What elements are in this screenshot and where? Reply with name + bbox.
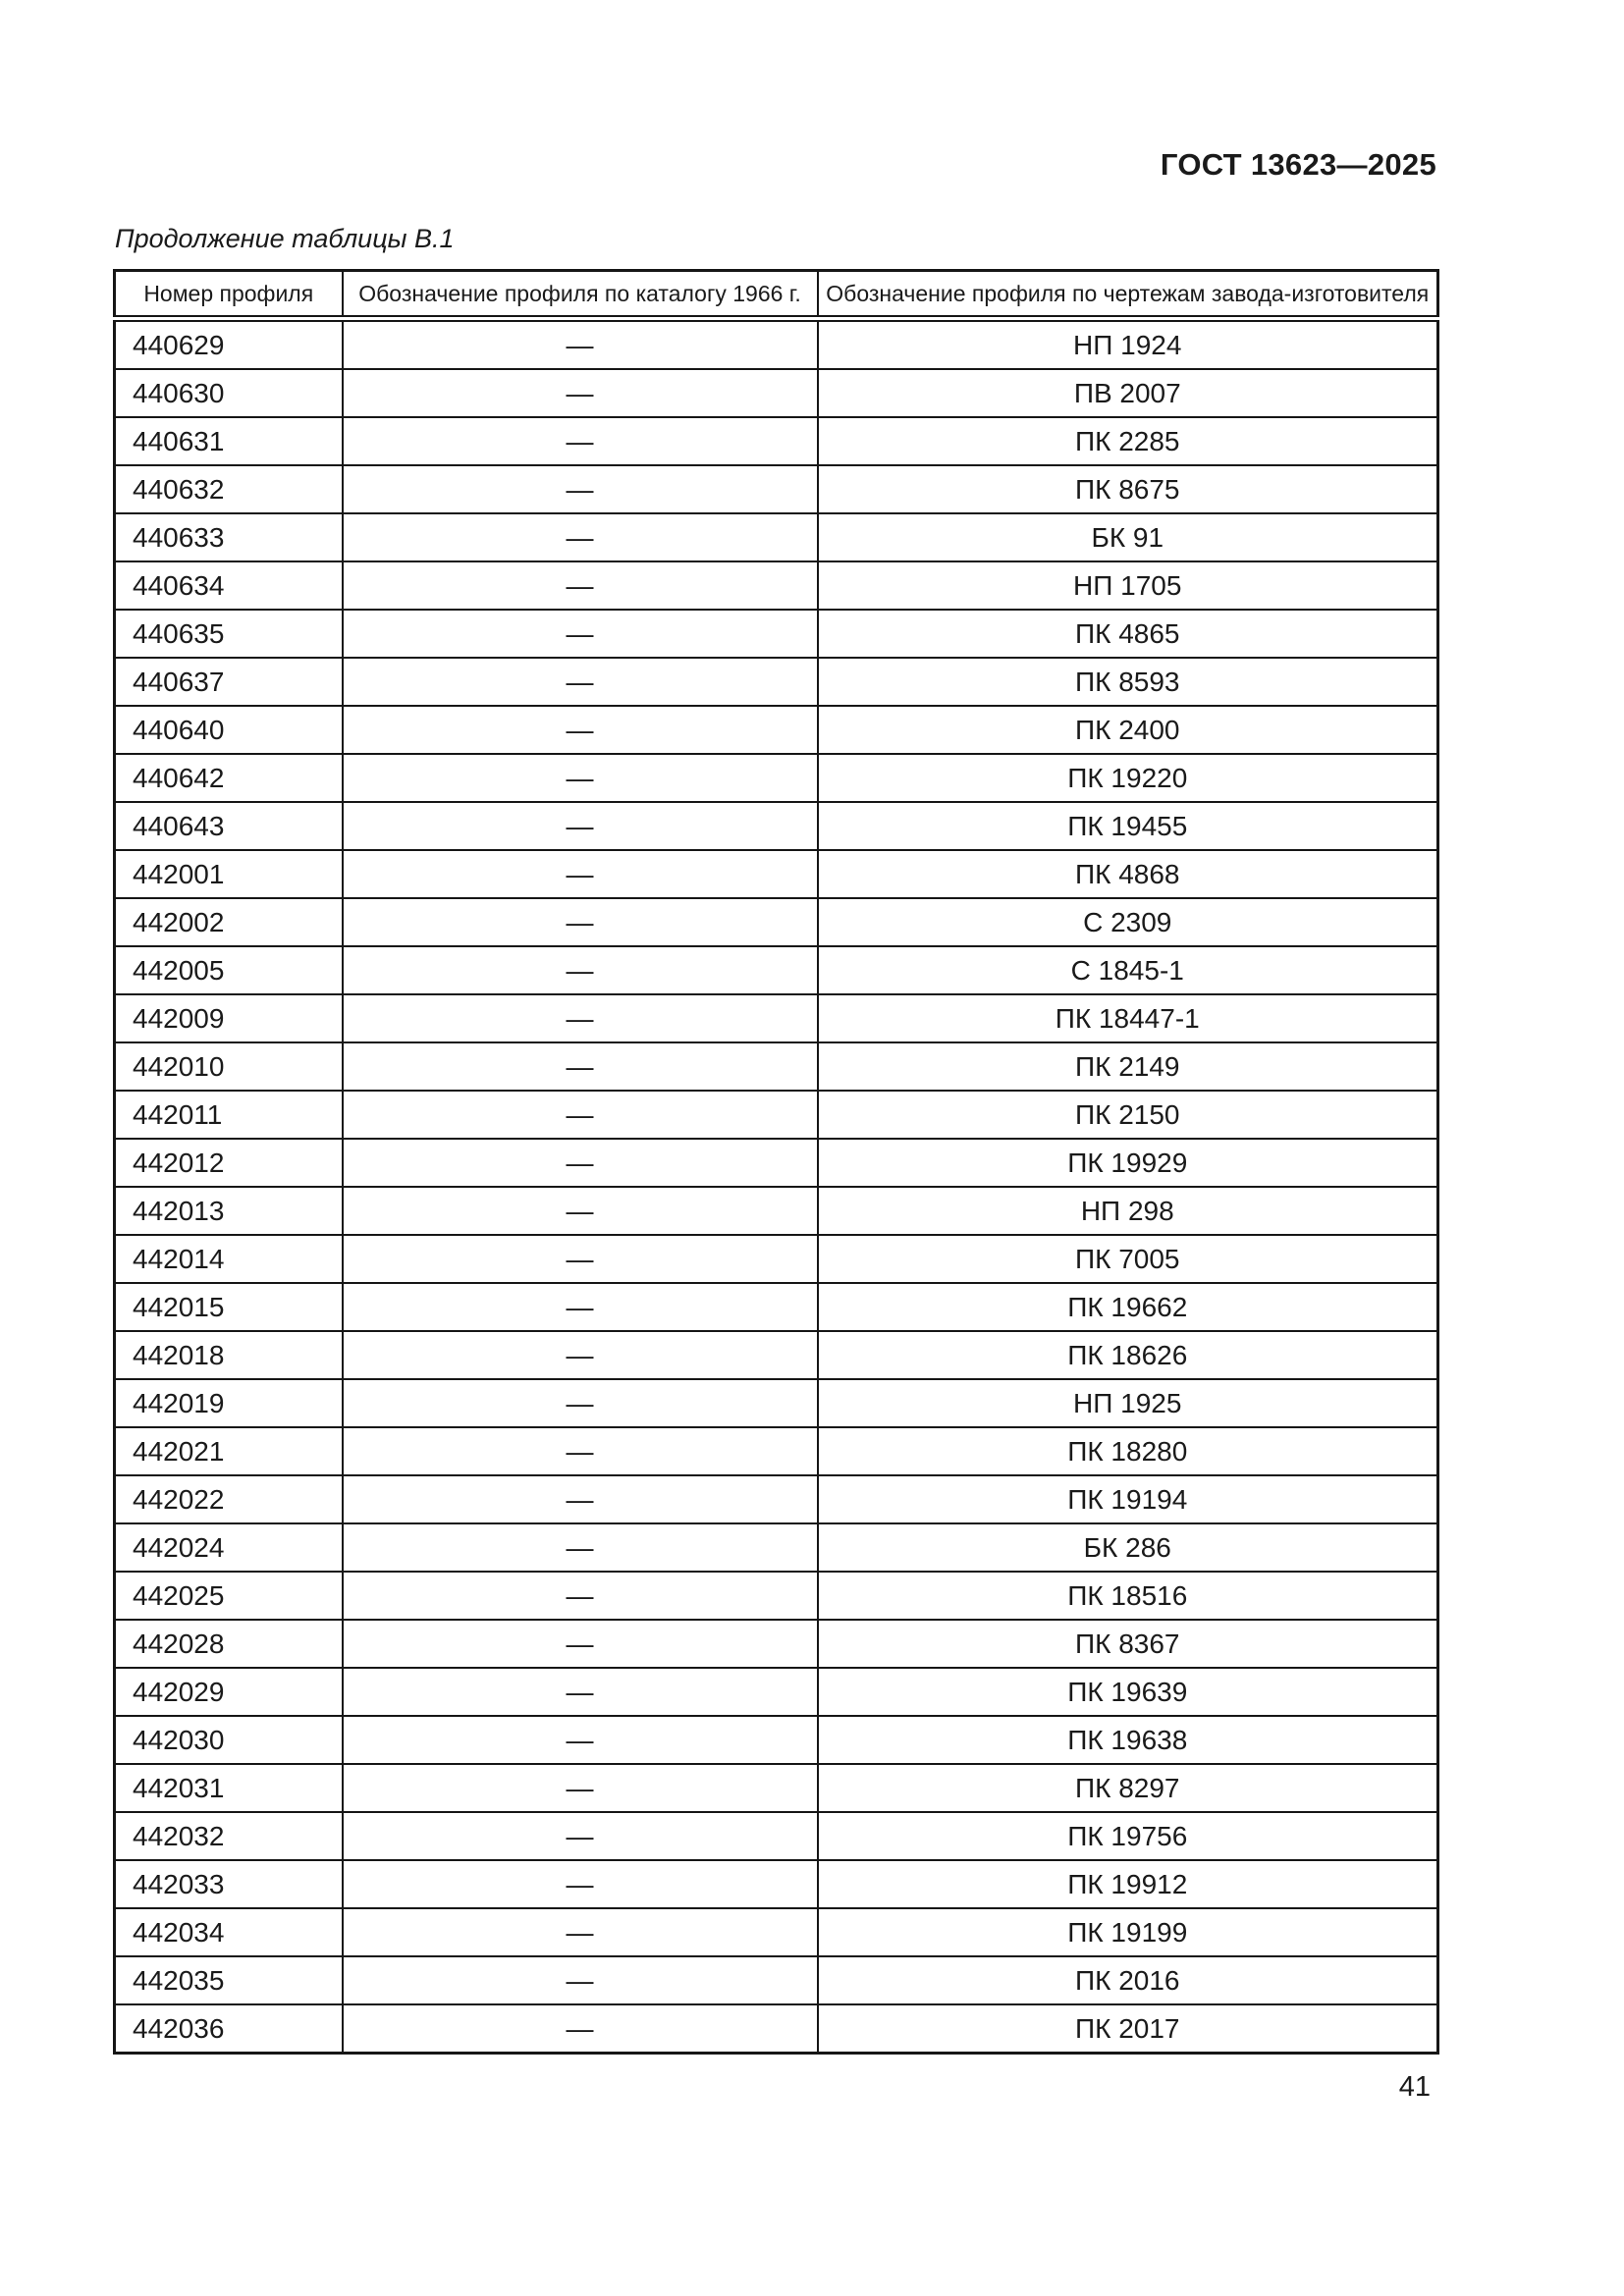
cell-catalog-1966: —: [343, 610, 818, 658]
table-row: [115, 1764, 1438, 1812]
cell-catalog-1966: —: [343, 1475, 818, 1523]
cell-factory-drawing: ПК 19199: [818, 1908, 1438, 1956]
table-row: [115, 417, 1438, 465]
cell-catalog-1966: —: [343, 946, 818, 994]
table-row: [115, 658, 1438, 706]
cell-catalog-1966: —: [343, 706, 818, 754]
cell-profile-number: 442035: [115, 1956, 343, 2004]
table-row: [115, 1235, 1438, 1283]
cell-factory-drawing: БК 286: [818, 1523, 1438, 1572]
cell-profile-number: 442021: [115, 1427, 343, 1475]
cell-catalog-1966: —: [343, 994, 818, 1042]
cell-factory-drawing: ПК 7005: [818, 1235, 1438, 1283]
cell-profile-number: 440637: [115, 658, 343, 706]
cell-profile-number: 442018: [115, 1331, 343, 1379]
table-row: [115, 802, 1438, 850]
table-row: [115, 1812, 1438, 1860]
cell-factory-drawing: ПК 2150: [818, 1091, 1438, 1139]
table-row: [115, 1331, 1438, 1379]
cell-catalog-1966: —: [343, 1235, 818, 1283]
table-row: [115, 1523, 1438, 1572]
cell-profile-number: 442022: [115, 1475, 343, 1523]
table-row: [115, 610, 1438, 658]
cell-profile-number: 442031: [115, 1764, 343, 1812]
cell-catalog-1966: —: [343, 417, 818, 465]
cell-catalog-1966: —: [343, 1668, 818, 1716]
cell-profile-number: 442028: [115, 1620, 343, 1668]
cell-factory-drawing: ПК 19662: [818, 1283, 1438, 1331]
column-header-catalog-1966: Обозначение профиля по каталогу 1966 г.: [343, 271, 818, 319]
table-row: [115, 2004, 1438, 2054]
cell-factory-drawing: ПК 19194: [818, 1475, 1438, 1523]
cell-factory-drawing: ПК 8675: [818, 465, 1438, 513]
cell-factory-drawing: ПК 4865: [818, 610, 1438, 658]
cell-factory-drawing: НП 1924: [818, 319, 1438, 370]
table-row: [115, 1956, 1438, 2004]
cell-profile-number: 442009: [115, 994, 343, 1042]
cell-profile-number: 440642: [115, 754, 343, 802]
cell-factory-drawing: С 1845-1: [818, 946, 1438, 994]
table-row: [115, 946, 1438, 994]
table-row: [115, 369, 1438, 417]
cell-catalog-1966: —: [343, 1331, 818, 1379]
table-row: [115, 1427, 1438, 1475]
cell-profile-number: 442033: [115, 1860, 343, 1908]
table-row: [115, 1379, 1438, 1427]
cell-catalog-1966: —: [343, 1427, 818, 1475]
cell-factory-drawing: ПК 19912: [818, 1860, 1438, 1908]
cell-factory-drawing: НП 1705: [818, 561, 1438, 610]
table-row: [115, 754, 1438, 802]
cell-catalog-1966: —: [343, 513, 818, 561]
cell-factory-drawing: ПК 19756: [818, 1812, 1438, 1860]
cell-profile-number: 440640: [115, 706, 343, 754]
cell-profile-number: 442034: [115, 1908, 343, 1956]
cell-catalog-1966: —: [343, 2004, 818, 2054]
cell-profile-number: 442002: [115, 898, 343, 946]
cell-profile-number: 440629: [115, 319, 343, 370]
cell-catalog-1966: —: [343, 1620, 818, 1668]
cell-profile-number: 440630: [115, 369, 343, 417]
cell-profile-number: 442001: [115, 850, 343, 898]
table-row: [115, 1283, 1438, 1331]
profiles-table-body: [115, 319, 1438, 2054]
cell-factory-drawing: ПК 19929: [818, 1139, 1438, 1187]
table-row: [115, 994, 1438, 1042]
cell-profile-number: 442011: [115, 1091, 343, 1139]
table-row: [115, 898, 1438, 946]
cell-factory-drawing: НП 298: [818, 1187, 1438, 1235]
cell-catalog-1966: —: [343, 1139, 818, 1187]
table-row: [115, 1668, 1438, 1716]
header-row: [115, 271, 1438, 319]
cell-profile-number: 442036: [115, 2004, 343, 2054]
cell-factory-drawing: С 2309: [818, 898, 1438, 946]
cell-profile-number: 442005: [115, 946, 343, 994]
cell-catalog-1966: —: [343, 898, 818, 946]
cell-catalog-1966: —: [343, 369, 818, 417]
cell-factory-drawing: ПК 2016: [818, 1956, 1438, 2004]
cell-catalog-1966: —: [343, 465, 818, 513]
cell-catalog-1966: —: [343, 754, 818, 802]
table-row: [115, 706, 1438, 754]
cell-factory-drawing: ПК 8367: [818, 1620, 1438, 1668]
cell-factory-drawing: ПК 19220: [818, 754, 1438, 802]
cell-profile-number: 440631: [115, 417, 343, 465]
doc-code-heading: ГОСТ 13623—2025: [1160, 147, 1436, 182]
cell-profile-number: 442012: [115, 1139, 343, 1187]
table-row: [115, 1139, 1438, 1187]
page-number: 41: [1398, 2071, 1431, 2103]
table-row: [115, 1620, 1438, 1668]
cell-factory-drawing: ПК 8297: [818, 1764, 1438, 1812]
cell-catalog-1966: —: [343, 1812, 818, 1860]
cell-catalog-1966: —: [343, 561, 818, 610]
cell-factory-drawing: ПК 4868: [818, 850, 1438, 898]
cell-catalog-1966: —: [343, 1091, 818, 1139]
cell-catalog-1966: —: [343, 1908, 818, 1956]
table-row: [115, 319, 1438, 370]
cell-profile-number: 442029: [115, 1668, 343, 1716]
cell-factory-drawing: ПК 2017: [818, 2004, 1438, 2054]
cell-profile-number: 442010: [115, 1042, 343, 1091]
table-row: [115, 1860, 1438, 1908]
column-header-profile-number: Номер профиля: [115, 271, 343, 319]
cell-catalog-1966: —: [343, 319, 818, 370]
cell-factory-drawing: БК 91: [818, 513, 1438, 561]
cell-catalog-1966: —: [343, 1572, 818, 1620]
cell-factory-drawing: ПК 19455: [818, 802, 1438, 850]
cell-catalog-1966: —: [343, 1716, 818, 1764]
cell-catalog-1966: —: [343, 1042, 818, 1091]
table-row: [115, 1908, 1438, 1956]
table-row: [115, 1187, 1438, 1235]
profiles-table-header: [115, 271, 1438, 319]
table-row: [115, 513, 1438, 561]
cell-profile-number: 440632: [115, 465, 343, 513]
table-row: [115, 465, 1438, 513]
cell-factory-drawing: ПК 18280: [818, 1427, 1438, 1475]
cell-catalog-1966: —: [343, 802, 818, 850]
cell-factory-drawing: ПВ 2007: [818, 369, 1438, 417]
cell-factory-drawing: ПК 2149: [818, 1042, 1438, 1091]
cell-catalog-1966: —: [343, 850, 818, 898]
cell-catalog-1966: —: [343, 1283, 818, 1331]
cell-factory-drawing: ПК 8593: [818, 658, 1438, 706]
profiles-table: [113, 269, 1439, 2055]
cell-profile-number: 442030: [115, 1716, 343, 1764]
cell-profile-number: 442032: [115, 1812, 343, 1860]
table-row: [115, 850, 1438, 898]
cell-catalog-1966: —: [343, 1956, 818, 2004]
cell-factory-drawing: ПК 18447-1: [818, 994, 1438, 1042]
cell-profile-number: 442013: [115, 1187, 343, 1235]
cell-profile-number: 440643: [115, 802, 343, 850]
cell-profile-number: 442025: [115, 1572, 343, 1620]
table-caption: Продолжение таблицы В.1: [115, 224, 455, 253]
cell-profile-number: 442024: [115, 1523, 343, 1572]
cell-factory-drawing: ПК 19638: [818, 1716, 1438, 1764]
cell-profile-number: 442015: [115, 1283, 343, 1331]
cell-profile-number: 440633: [115, 513, 343, 561]
cell-catalog-1966: —: [343, 1860, 818, 1908]
cell-catalog-1966: —: [343, 658, 818, 706]
table-row: [115, 1091, 1438, 1139]
table-row: [115, 1716, 1438, 1764]
cell-catalog-1966: —: [343, 1187, 818, 1235]
cell-factory-drawing: НП 1925: [818, 1379, 1438, 1427]
cell-factory-drawing: ПК 19639: [818, 1668, 1438, 1716]
cell-profile-number: 440635: [115, 610, 343, 658]
cell-catalog-1966: —: [343, 1523, 818, 1572]
cell-factory-drawing: ПК 18626: [818, 1331, 1438, 1379]
table-row: [115, 561, 1438, 610]
cell-factory-drawing: ПК 2285: [818, 417, 1438, 465]
cell-catalog-1966: —: [343, 1379, 818, 1427]
cell-profile-number: 442019: [115, 1379, 343, 1427]
table-row: [115, 1475, 1438, 1523]
table-row: [115, 1042, 1438, 1091]
cell-catalog-1966: —: [343, 1764, 818, 1812]
cell-factory-drawing: ПК 2400: [818, 706, 1438, 754]
column-header-factory-drawing: Обозначение профиля по чертежам завода-изготовителя: [818, 271, 1438, 319]
table-row: [115, 1572, 1438, 1620]
cell-profile-number: 440634: [115, 561, 343, 610]
cell-profile-number: 442014: [115, 1235, 343, 1283]
cell-factory-drawing: ПК 18516: [818, 1572, 1438, 1620]
